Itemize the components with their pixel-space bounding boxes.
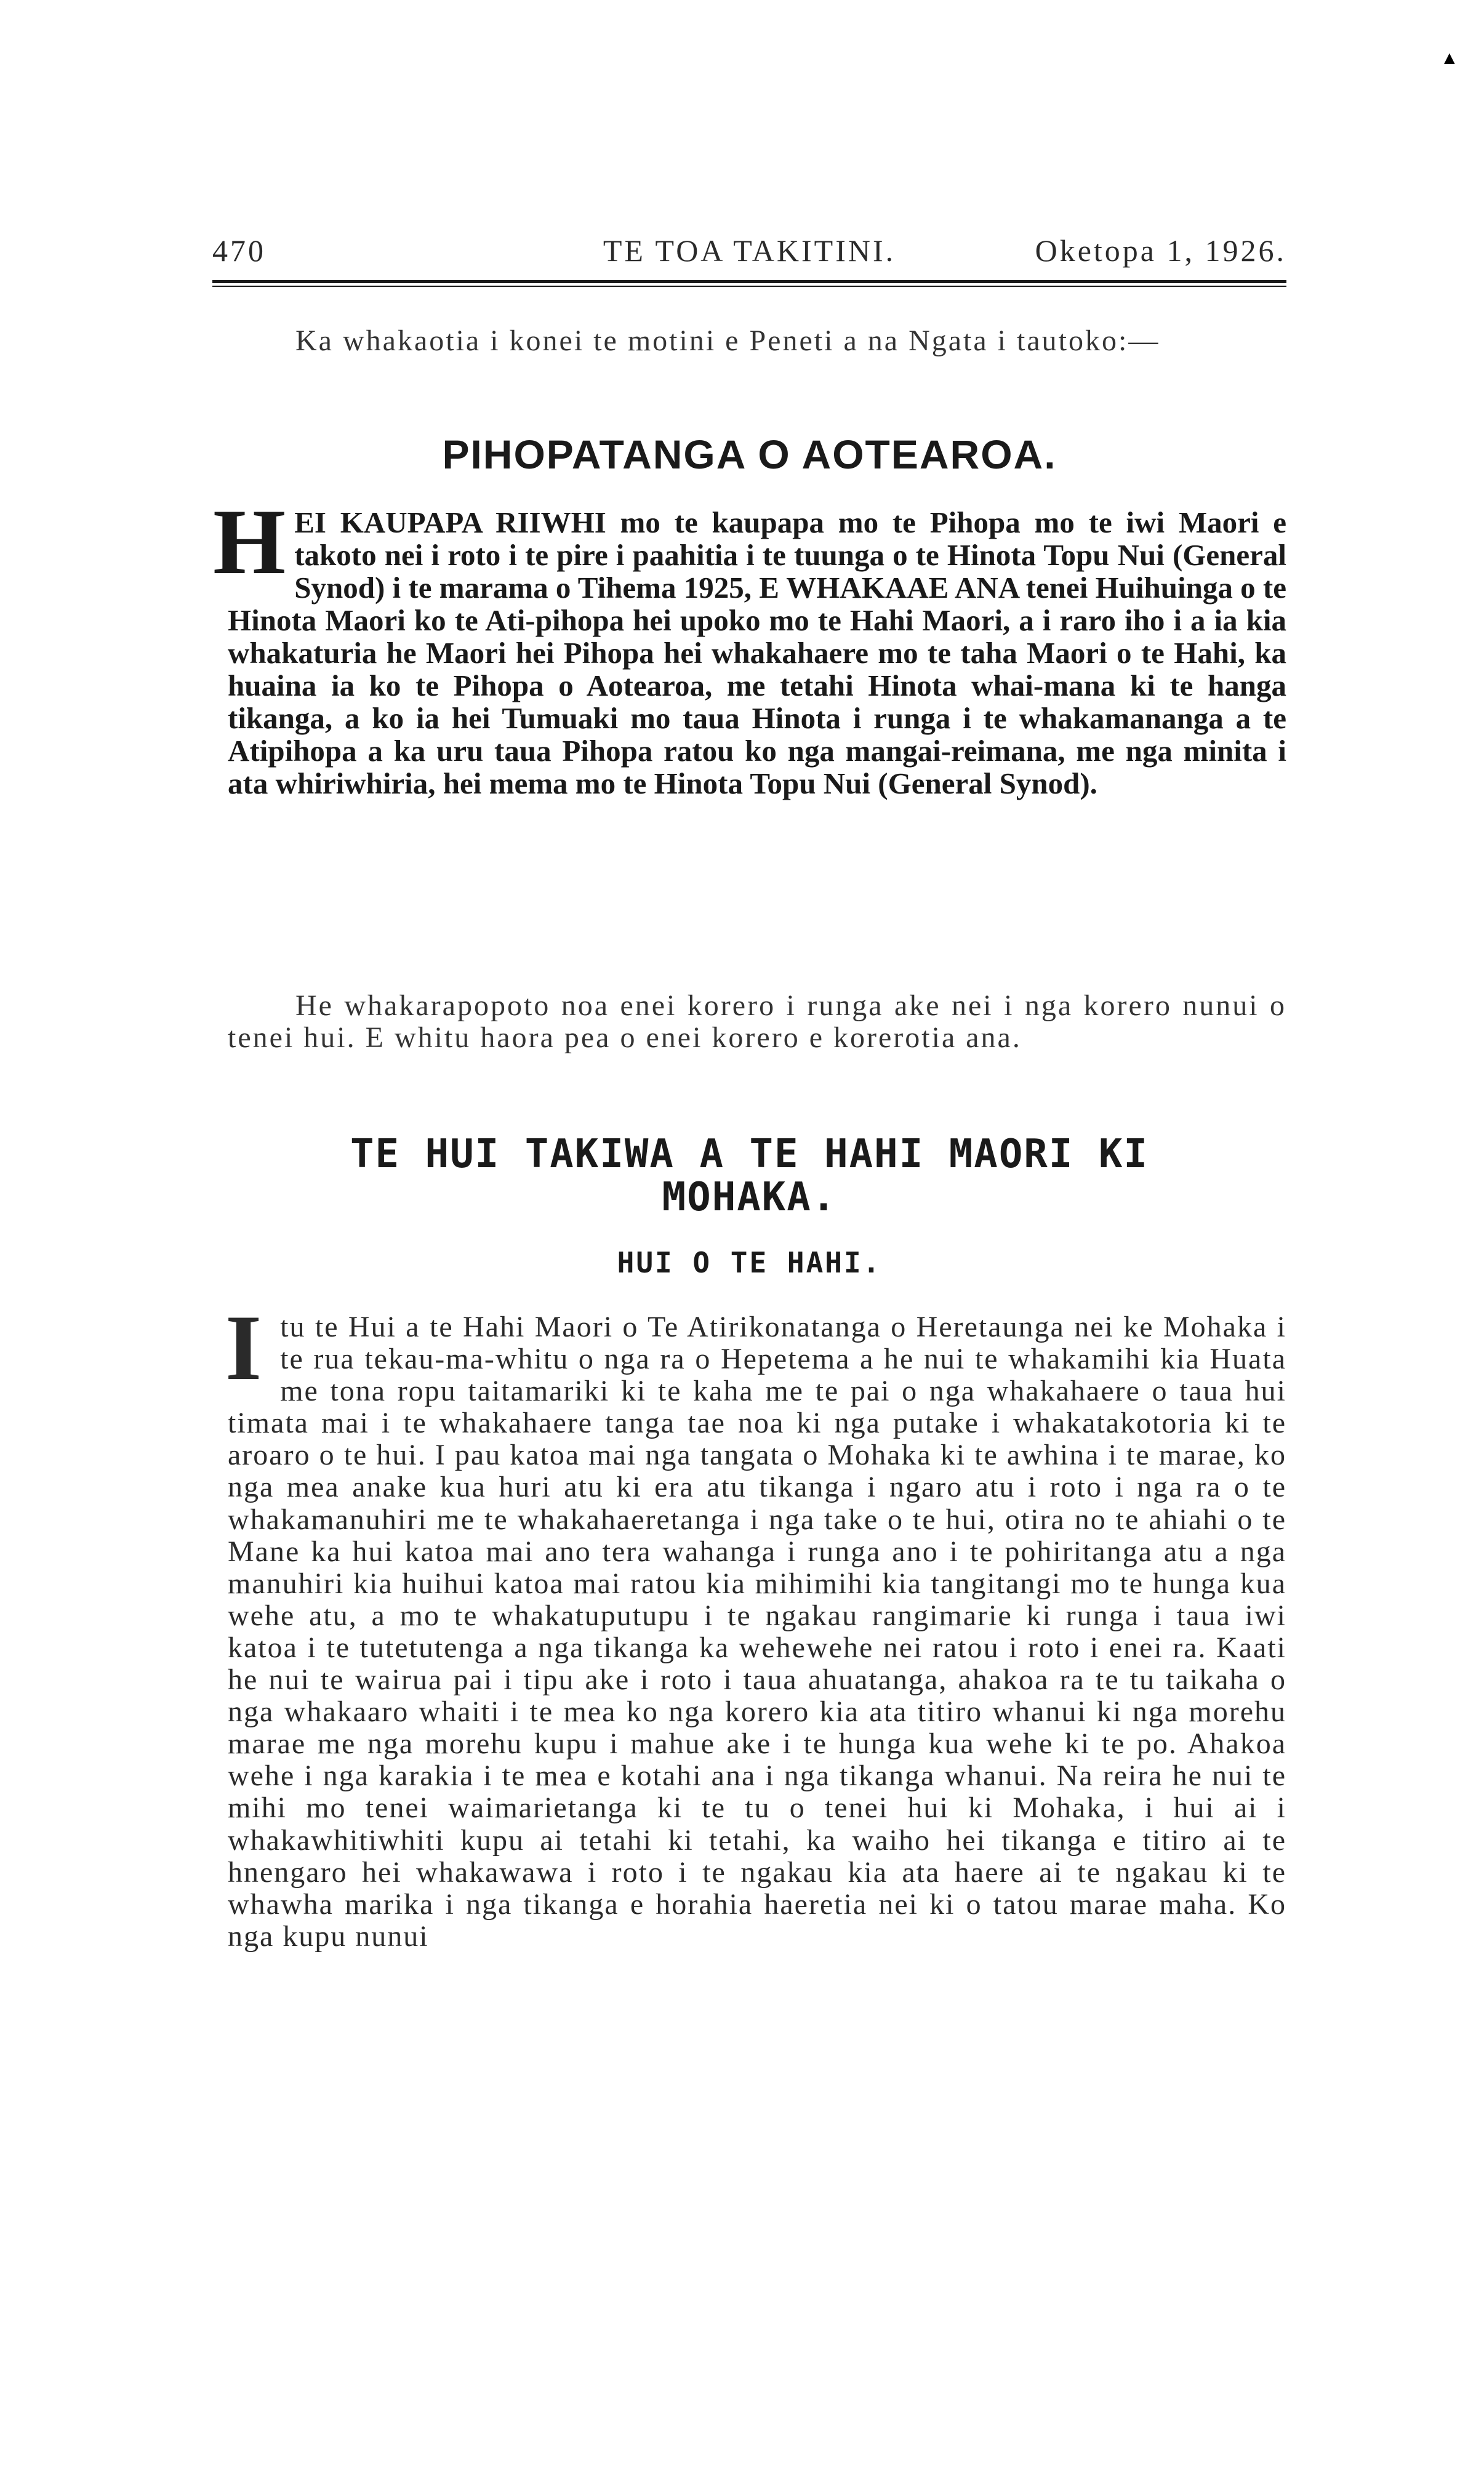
hui-report-paragraph	[225, 1296, 1286, 1953]
section-heading-pihopatanga: PIHOPATANGA O AOTEAROA.	[442, 432, 1057, 477]
intro-paragraph: Ka whakaotia i konei te motini e Peneti a na Ngata i tautoko:—	[295, 324, 1160, 357]
drop-cap-i: I	[225, 1296, 263, 1399]
heading-line-1: TE HUI TAKIWA A TE HAHI MAORI KI	[350, 1131, 1149, 1177]
running-header	[212, 233, 1286, 276]
heading-line-2: MOHAKA.	[662, 1175, 837, 1220]
drop-cap-h: H	[213, 490, 286, 593]
hui-report-text: tu te Hui a te Hahi Maori o Te Atirikonatanga o Heretaunga nei ke Mohaka i te rua tekau-ma-whitu o nga ra o Hepetema a he nui te whakamihi kia Huata me tona ropu taitamariki ki te kaha me te pai o nga whakahaere o taua hui timata mai i te whakahaere tanga tae noa ki nga putake i whakatakotoria ki te aroaro o te hui. I pau katoa mai nga tangata o Mohaka ki te awhina i te marae, ko nga mea anake kua huri atu ki era atu tikanga i ngaro atu i roto i nga ra o te whakamanuhiri me te whakahaeretanga i nga take o te hui, otira no te ahiahi o te Mane ka hui katoa mai ano tera wahanga i runga ano i te pohiritanga atu a nga manuhiri kia huihui katoa mai ratou kia mihimihi kia tangitangi mo te hunga kua wehe atu, a mo te whakatuputupu i te ngakau rangimarie ki runga i taua iwi katoa i te tutetutenga a nga tikanga ka wehewehe nei ratou i roto i enei ra. Kaati he nui te wairua pai i tipu ake i roto i taua ahuatanga, ahakoa ra te tu taikaha o nga whakaaro whaiti i te mea ko nga korero kia ata titiro whanui ki nga morehu marae me nga morehu kupu i mahue ake i te hunga kua wehe ki te po. Ahakoa wehe i nga karakia i te mea e kotahi ana i nga tikanga whanui. Na reira he nui te mihi mo tenei waimarietanga ki te tu o tenei hui ki Mohaka, i hui ai i whakawhitiwhiti kupu ai tetahi ki tetahi, ka waiho hei tikanga e titiro ai te hnengaro hei whakawawa i roto i te ngakau kia ata haere ai te ngakau ki te whawha marika i nga tikanga e horahia haeretia nei ki o tatou marae maha. Ko nga kupu nunui	[228, 1311, 1286, 1953]
resolution-paragraph	[213, 490, 1286, 800]
subheading-hui-o-te-hahi: HUI O TE HAHI.	[617, 1246, 882, 1279]
issue-date: Oketopa 1, 1926.	[1035, 233, 1286, 268]
publication-title: TE TOA TAKITINI.	[603, 233, 896, 268]
section-heading-hui-takiwa	[212, 1133, 1286, 1219]
summary-paragraph: He whakarapopoto noa enei korero i runga ake nei i nga korero nunui o tenei hui. E whitu haora pea o enei korero e korerotia ana.	[228, 989, 1286, 1054]
page-number: 470	[212, 233, 266, 268]
header-rule-thin	[212, 286, 1286, 287]
resolution-text: EI KAUPAPA RIIWHI mo te kaupapa mo te Pihopa mo te iwi Maori e takoto nei i roto i te pire i paahitia i te tuunga o te Hinota Topu Nui (General Synod) i te marama o Tihema 1925, E WHAKAAE ANA tenei Huihuinga o te Hinota Maori ko te Ati-pihopa hei upoko mo te Hahi Maori, a i raro iho i a ia kia whakaturia he Maori hei Pihopa hei whakahaere mo te taha Maori o te Hahi, ka huaina ia ko te Pihopa o Aotearoa, me tetahi Hinota whai-mana ki te hanga tikanga, a ko ia hei Tumuaki mo taua Hinota i runga i te whakamananga a te Atipihopa a ka uru taua Pihopa ratou ko nga mangai-reimana, me nga minita i ata whiriwhiria, hei mema mo te Hinota Topu Nui (General Synod).	[228, 505, 1286, 800]
header-rule-thick	[212, 280, 1286, 283]
speck-mark: ▲	[1440, 48, 1459, 68]
